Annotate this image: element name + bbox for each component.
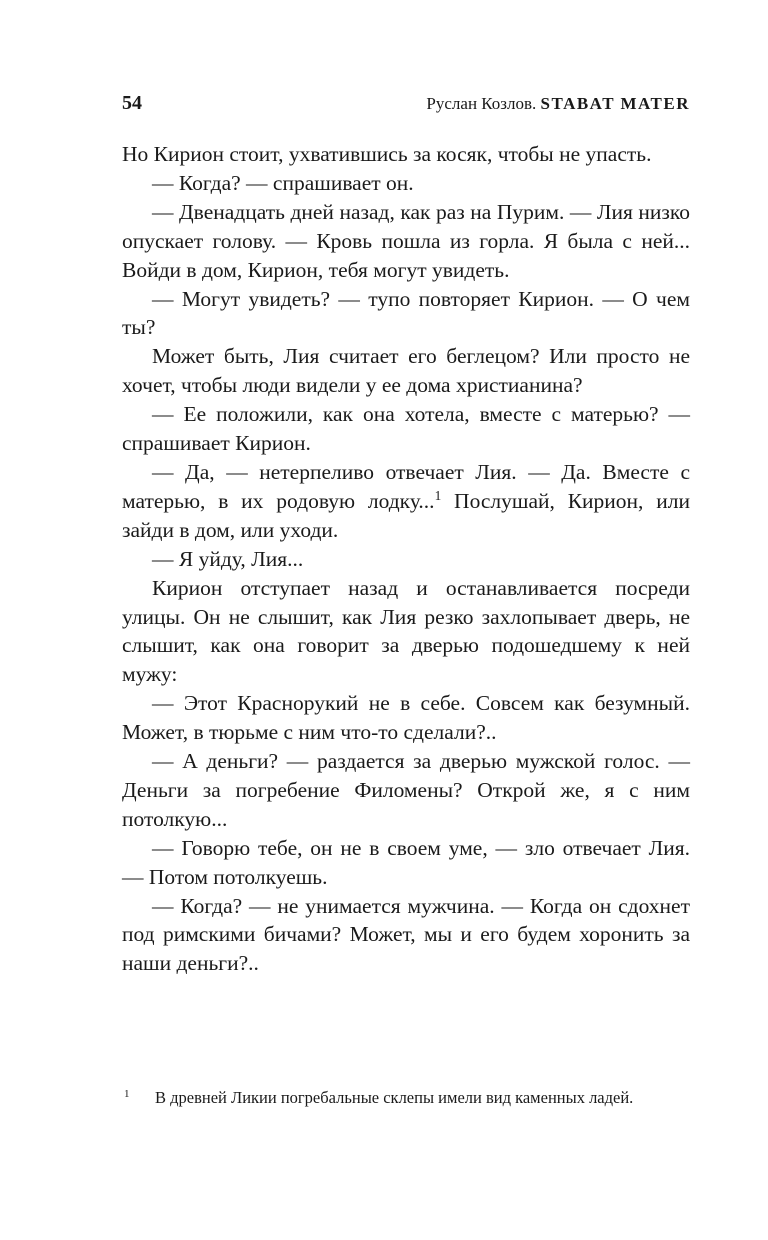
footnote-text: В древней Ликии погребальные склепы имели вид каменных ладей. — [155, 1088, 634, 1107]
paragraph: Но Кирион стоит, ухватившись за косяк, чтобы не упасть. — [122, 142, 652, 166]
paragraph: — Этот Краснорукий не в себе. Совсем как безумный. Может, в тюрьме с ним что-то сделали?.. — [122, 691, 690, 745]
paragraph: — А деньги? — раздается за дверью мужской голос. — Деньги за погребение Филомены? Открой же, я с ним потолкую... — [122, 749, 690, 831]
running-title-book: STABAT MATER — [540, 94, 690, 113]
paragraph: — Двенадцать дней назад, как раз на Пурим. — Лия низко опускает голову. — Кровь пошла из горла. Я была с ней... Войди в дом, Кирион, тебя могут увидеть. — [122, 199, 690, 282]
running-title-author: Руслан Козлов. — [426, 94, 541, 113]
body-text — [122, 140, 690, 978]
paragraph-text: Послушай, Кирион, или зайди в дом, или уходи. — [122, 488, 690, 542]
paragraph: Кирион отступает назад и останавливается посреди улицы. Он не слышит, как Лия резко захлопывает дверь, не слышит, как она говорит за дверью подошедшему к ней мужу: — [122, 575, 690, 687]
page-header — [122, 92, 690, 115]
paragraph: — Когда? — спрашивает он. — [152, 170, 414, 195]
paragraph: — Ее положили, как она хотела, вместе с матерью? — спрашивает Кирион. — [122, 402, 690, 456]
footnote-marker: 1 — [124, 1088, 130, 1100]
paragraph-text: — Да, — нетерпеливо отвечает Лия. — Да. Вместе с матерью, в их родовую лодку... — [122, 459, 690, 513]
footnote — [122, 1086, 690, 1109]
footnote-ref: 1 — [434, 487, 442, 503]
paragraph: — Могут увидеть? — тупо повторяет Кирион. — О чем ты? — [122, 286, 690, 340]
paragraph: — Говорю тебе, он не в своем уме, — зло отвечает Лия. — Потом потолкуешь. — [122, 835, 690, 889]
paragraph: Может быть, Лия считает его беглецом? Или просто не хочет, чтобы люди видели у ее дома христианина? — [122, 344, 690, 398]
paragraph — [122, 458, 690, 545]
paragraph: — Когда? — не унимается мужчина. — Когда он сдохнет под римскими бичами? Может, мы и его будем хоронить за наши деньги?.. — [122, 893, 690, 976]
paragraph: — Я уйду, Лия... — [152, 546, 304, 571]
running-title — [426, 94, 690, 114]
page-number: 54 — [122, 92, 142, 114]
